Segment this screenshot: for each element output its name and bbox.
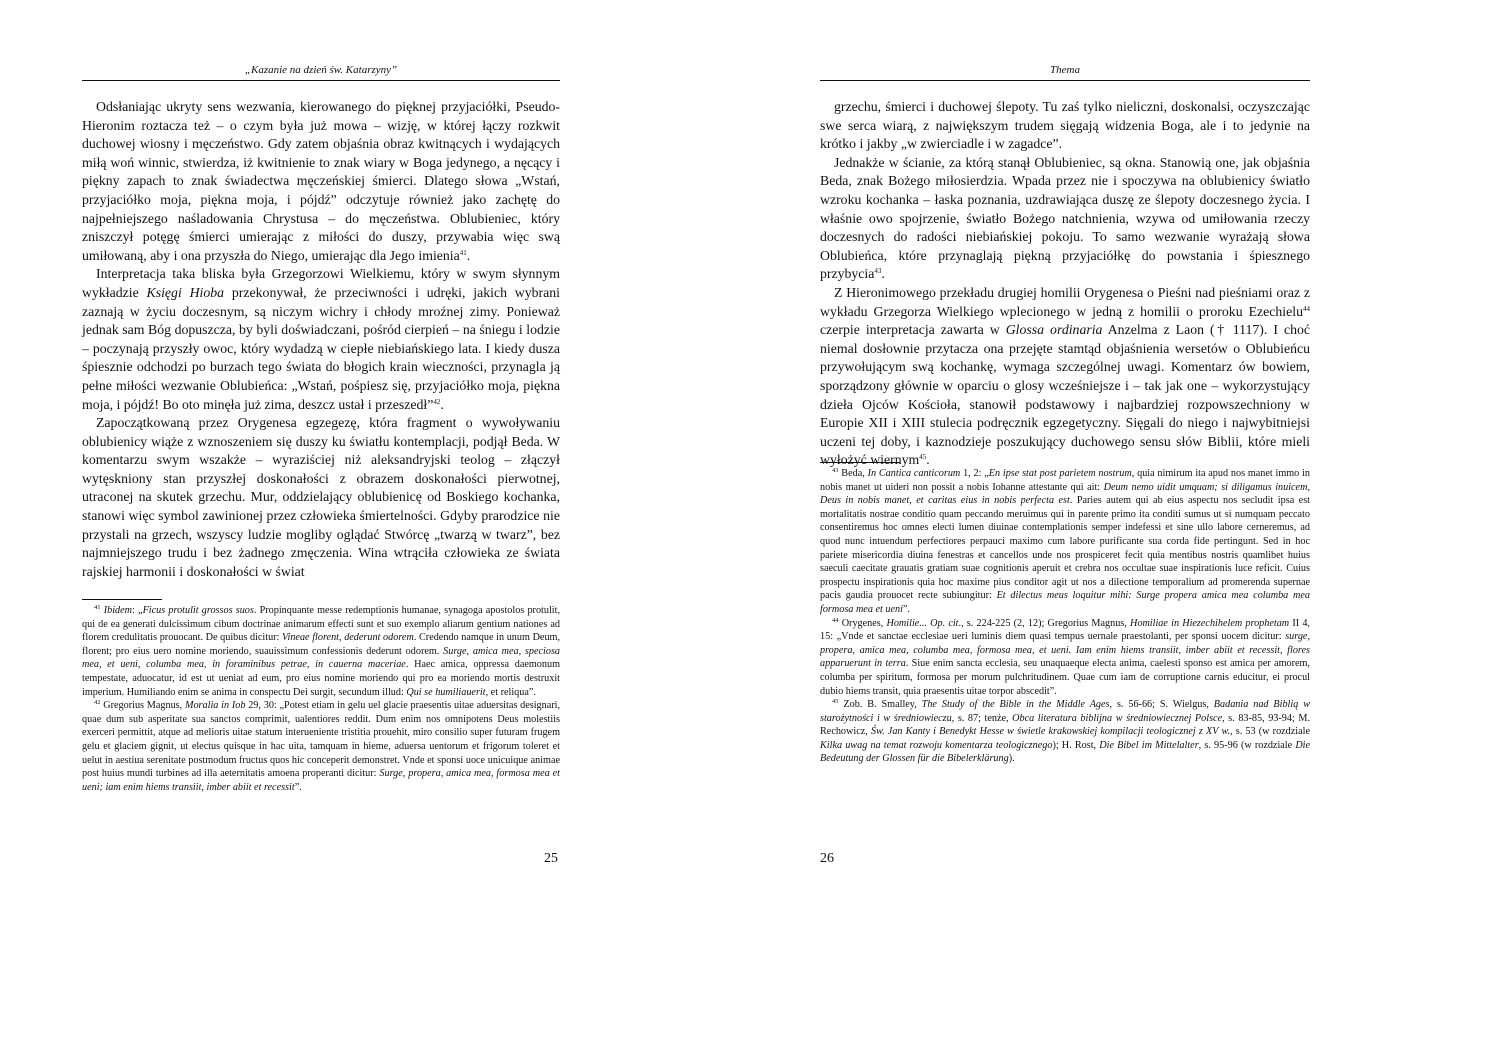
paragraph xyxy=(82,265,560,414)
text-run: ”. xyxy=(902,603,910,615)
italic-run: Glossa ordinaria xyxy=(1005,322,1103,338)
main-text xyxy=(820,98,1310,470)
text-run: , s. 56-66; S. Wielgus, xyxy=(1109,699,1214,711)
text-run: II 4, 15: „Vnde et sanctae ecclesiae ueri luminis diem quasi tempus uernale praestolanti, per sponsi uocem dicitur: xyxy=(820,617,1310,643)
main-text xyxy=(82,98,560,581)
paragraph xyxy=(820,154,1310,284)
paragraph xyxy=(820,284,1310,470)
footnote xyxy=(820,467,1310,617)
footnote-ref: 44 xyxy=(1303,304,1310,313)
italic-run: Surge, amica mea, speciosa mea, et ueni, columba mea, in foraminibus petrae, in cauerna maceriae xyxy=(82,645,561,671)
page-number: 25 xyxy=(544,851,558,866)
text-run: : „ xyxy=(132,605,143,616)
text-run: Interpretacja taka bliska była Grzegorzowi Wielkiemu, który w swym słynnym wykładzie xyxy=(82,266,560,300)
footnote-ref: 43 xyxy=(832,467,839,474)
page-number: 26 xyxy=(820,851,834,866)
footnote-ref: 44 xyxy=(832,616,839,624)
text-run: Jednakże w ścianie, za którą stanął Oblubieniec, są okna. Stanowią one, jak objaśnia Beda, znak Bożego miłosierdzia. Wpada przez nie i spoczywa na oblubienicy światło wzroku kochanka – łaska poznania, uzdrawiająca duszę ze ślepoty doczesnego życia. I właśnie owo spojrzenie, światło Bożego natchnienia, wzywa od umiłowania rzeczy doczesnych do radości niebiańskiej pokoju. To samo wezwanie wyrażają słowa Oblubieńca, które przynaglają piękną przyjaciółkę do powstania i śpiesznego przybycia xyxy=(820,154,1310,282)
italic-run: In Cantica canticorum xyxy=(867,468,961,479)
text-run: ); H. Rost, xyxy=(1052,739,1100,751)
italic-run: Obca literatura biblijna w średniowiecznej Polsce xyxy=(1012,712,1223,724)
footnote-divider xyxy=(820,462,900,463)
italic-run: Moralia in Iob xyxy=(184,700,246,712)
text-run: grzechu, śmierci i duchowej ślepoty. Tu zaś tylko nieliczni, doskonalsi, oczyszczając swe serca wiarą, z największym trudem sięgają widzenia Boga, ale i to jedynie na krótko i jakby „w zwierciadle i w zagadce”. xyxy=(820,99,1310,152)
footnote xyxy=(820,698,1310,766)
italic-run: Die Bibel im Mittelalter xyxy=(1099,739,1199,751)
italic-run: Ficus protulit grossos suos xyxy=(142,605,254,616)
footnote-ref: 43 xyxy=(874,267,882,276)
footnote-divider xyxy=(82,599,162,600)
text-run: . Haec amica, oppressa daemonum tempestate, aduocatur, id est ut ueniat ad eum, pro eius nomine moriendo qui pro ea moriendo mortis destruxit imperium. Humiliando enim se anima in conspectu Dei surgit, secundum illud: xyxy=(82,659,560,698)
footnote xyxy=(82,699,560,794)
italic-run: Homiliae in Hiezechihelem prophetam xyxy=(1130,617,1290,629)
paragraph xyxy=(820,98,1310,154)
footnote-ref: 42 xyxy=(94,699,101,707)
text-run: ., s. 224-225 (2, 12); Gregorius Magnus, xyxy=(958,617,1130,629)
running-head: Thema xyxy=(820,64,1310,81)
text-run: 29, 30: „Potest etiam in gelu uel glacie praesentis uitae aduersitas designari, quae dum sub asperitate sua sanctos comprimit, ualentiores reddit. Dum enim nos omnipotens Deus molestiis exerceri permittit, atque ad melioris uitae statum interueniente tristitia prouehit, miro consilio super futuram frugem gelu et glaciem gignit, ut electus quisque in hac uita, tamquam in hieme, aduersa uentorum et frigorum toleret et uelut in aestiua serenitate postmodum fructus quos hic conceperit demonstret. Vnde et sponsi uoce unicuique animae post huius mundi turbines ad illa aeternitatis amoena properanti dicitur: xyxy=(82,700,560,780)
text-run: ). xyxy=(1008,753,1015,765)
italic-run: Die Bedeutung der Glossen für die Bibelerklärung xyxy=(820,739,1311,765)
footnote-ref: 45 xyxy=(832,698,839,706)
footnote-ref: 42 xyxy=(433,397,441,406)
italic-run: Kilka uwag na temat rozwoju komentarza teologicznego xyxy=(820,739,1053,751)
italic-run: Vineae florent, dederunt odorem xyxy=(282,632,414,644)
text-run: przekonywał, że przeciwności i udręki, jakich wybrani zaznają w życiu doczesnym, są niczym wichry i chłody mroźnej zimy. Ponieważ jednak sam Bóg dopuszcza, by byli doświadczani, pośród cierpień – na śniegu i lodzie – poczynają przyszły owoc, który wydadzą w ciepłe niebiańskiego lata. I kiedy dusza śpiesznie odchodzi po burzach tego świata do błogich krain wieczności, przynagla ją pełne miłości wezwanie Oblubieńca: „Wstań, pośpiesz się, przyjaciółko moja, piękna moja, i pójdź! Bo oto minęła już zima, deszcz ustał i przeszedł” xyxy=(82,284,560,412)
text-run: Gregorius Magnus, xyxy=(100,700,185,712)
text-run: . Propinquante messe redemptionis humanae, synagoga apostolos protulit, qui de ea generati dulcissimum cibum doctrinae animarum effecti sunt et suo exemplo aliarum gentium nationes ad florem credulitatis prouocant. De quibus dicitur: xyxy=(82,605,561,644)
text-run: . Credendo namque in unum Deum, florent; pro eius uero nomine moriendo, suauissimum confessionis dederunt odorem. xyxy=(82,632,561,657)
text-run: , s. 83-85, 93-94; M. Rechowicz, xyxy=(820,712,1311,738)
text-run: . xyxy=(466,247,471,263)
footnote-ref: 41 xyxy=(94,604,101,611)
footnote-ref: 45 xyxy=(919,453,927,462)
text-run: . xyxy=(926,452,930,468)
text-run: ”. xyxy=(294,781,302,793)
footnote-ref: 41 xyxy=(459,248,467,257)
text-run: Anzelma z Laon († 1117). I choć niemal dosłownie przytacza ona przejęte stamtąd objaśnienia wersetów o Oblubieńcu przywołującym swą kochankę, wymaga szczególnej uwagi. Komentarz ów bowiem, sporządzony głównie w oparciu o glosy wcześniejsze i – tak jak one – wykorzystujący dzieła Ojców Kościoła, stanowił podstawowy i najbardziej rozpowszechniony w Europie XII i XIII stulecia podręcznik egzegetyczny. Sięgali do niego i najwybitniejsi uczeni tej doby, i kaznodzieje poszukujący duchowego sensu słów Biblii, które mieli wyłożyć wiernym xyxy=(820,322,1311,468)
italic-run: En ipse stat post parietem nostrum xyxy=(988,468,1132,479)
italic-run: Qui se humiliauerit xyxy=(406,686,486,698)
text-run: , s. 53 (w rozdziale xyxy=(1230,726,1311,738)
text-run: . xyxy=(881,266,885,282)
footnote xyxy=(82,604,560,699)
text-run: Orygenes, xyxy=(838,617,887,629)
right-page xyxy=(750,0,1500,1059)
text-run: . Paries autem qui ab eius aspectu nos secludit ipsa est mortalitatis nostrae conditio quam peccando meruimus qui in parente primo ita conditi sumus ut si numquam peccato consentiremus hoc omnes electi lumen diuinae contemplationis semper indefessi et sine ullo labore cerneremus, ad quod nunc intuendum perfectiores perpauci maximo cum labore purificante sua corda fide pertingunt. Sed in hoc pariete misericordia diuina fenestras et cancellos unde nos prospiceret fecit quia mentibus nostris quamlibet huius saeculi caecitate grauatis gratiam suae cognitionis aperuit et crebra nos occultae suae inspirationis luce reficit. Cuius prospectu inspirationis quia hoc maxime pius conditor agit ut nos a dilectione temporalium ad promerenda supernae pacis gaudia prouocet recte subiungitur: xyxy=(820,495,1311,602)
text-run: , et reliqua”. xyxy=(485,686,536,698)
italic-run: The Study of the Bible in the Middle Ages xyxy=(921,699,1110,711)
paragraph xyxy=(82,414,560,581)
text-run: Zapoczątkowaną przez Orygenesa egzegezę, która fragment o wywoływaniu oblubienicy wiąże z wznoszeniem się duszy ku światłu kontemplacji, podjął Beda. W komentarzu swym wszakże – wyraziściej niż aleksandryjski teolog – złączył wytęskniony stan przyszłej doskonałości z obrazem doskonałości pierwotnej, utraconej na skutek grzechu. Mur, oddzielający oblubienicę od Boskiego kochanka, stanowi więc symbol zawinionej przez człowieka śmiertelności. Gdyby prarodzice nie przystali na grzech, wszyscy ludzie mogliby oglądać Stwórcę „twarzą w twarz”, bez najmniejszego trudu i bez żadnego zmęczenia. Wina wtrąciła człowieka ze świata rajskiej harmonii i doskonałości w świat xyxy=(82,415,560,579)
text-run: Beda, xyxy=(838,468,868,479)
italic-run: Deum nemo uidit umquam; si diligamus inuicem, Deus in nobis manet, et caritas eius in nobis perfecta est xyxy=(820,481,1310,507)
text-run: 1, 2: „ xyxy=(960,468,989,479)
footnotes xyxy=(820,467,1310,766)
text-run: Zob. B. Smalley, xyxy=(838,699,922,711)
italic-run: surge, propera, amica mea, columba mea, formosa mea, et ueni. Iam enim hiems transiit, imber abiit et recessit, flores apparuerunt in terra xyxy=(820,631,1310,670)
text-run: . Siue enim sancta ecclesia, seu unaquaeque electa anima, caelesti sponso est amica per amorem, columba per spiritum, formosa per morum pulchritudinem. Quae cum iam de corruptione carnis educitur, ei procul dubio hiems transit, quia praesentis uitae torpor abscedit”. xyxy=(820,658,1310,697)
text-run: Z Hieronimowego przekładu drugiej homilii Orygenesa o Pieśni nad pieśniami oraz z wykładu Grzegorza Wielkiego wplecionego w jedną z homilii o proroku Ezechielu xyxy=(820,284,1310,319)
italic-run: Św. Jan Kanty i Benedykt Hesse w świetle krakowskiej kompilacji teologicznej z XV w. xyxy=(870,726,1231,738)
text-run: , s. 87; tenże, xyxy=(951,712,1013,724)
footnotes xyxy=(82,604,560,794)
footnote xyxy=(820,617,1310,699)
italic-run: Księgi Hioba xyxy=(146,284,225,300)
text-run: , s. 95-96 (w rozdziale xyxy=(1198,739,1296,751)
italic-run: Ibidem xyxy=(103,605,132,616)
italic-run: Homilie... Op. cit xyxy=(886,617,959,629)
paragraph xyxy=(82,98,560,265)
italic-run: Surge, propera, amica mea, formosa mea et ueni; iam enim hiems transiit, imber abiit et recessit xyxy=(82,768,560,793)
running-head: „Kazanie na dzień św. Katarzyny” xyxy=(82,64,560,81)
text-run: . xyxy=(440,396,444,412)
text-run: Odsłaniając ukryty sens wezwania, kierowanego do pięknej przyjaciółki, Pseudo-Hieronim roztacza też – o czym była już mowa – wizję, w której łączy rozkwit duchowej wiosny i męczeństwo. Gdy zatem objaśnia obraz kwitnących i wydających miłą woń winnic, stwierdza, iż kwitnienie to znak wiary w Boga jedynego, a nęcący i piękny zapach to znak świadectwa męczeńskiej śmierci. Dlatego słowa „Wstań, przyjaciółko moja, piękna moja, i pójdź” odczytuje również jako zachętę do najpełniejszego naśladowania Chrystusa – do męczeństwa. Oblubieniec, który zniszczył potęgę śmierci umierając z miłości do duszy, przywabia więc swą umiłowaną, aby i ona przyszła do Niego, umierając dla Jego imienia xyxy=(82,99,560,263)
italic-run: Et dilectus meus loquitur mihi: Surge propera amica mea columba mea formosa mea et ueni xyxy=(820,590,1310,615)
text-run: , quia nimirum ita apud nos manet immo in nobis manet ut uideri non possit a nobis Iohanne attestante qui ait: xyxy=(820,468,1310,493)
italic-run: Badania nad Biblią w starożytności i w średniowieczu xyxy=(820,699,1310,724)
text-run: czerpie interpretacja zawarta w xyxy=(820,322,1006,338)
